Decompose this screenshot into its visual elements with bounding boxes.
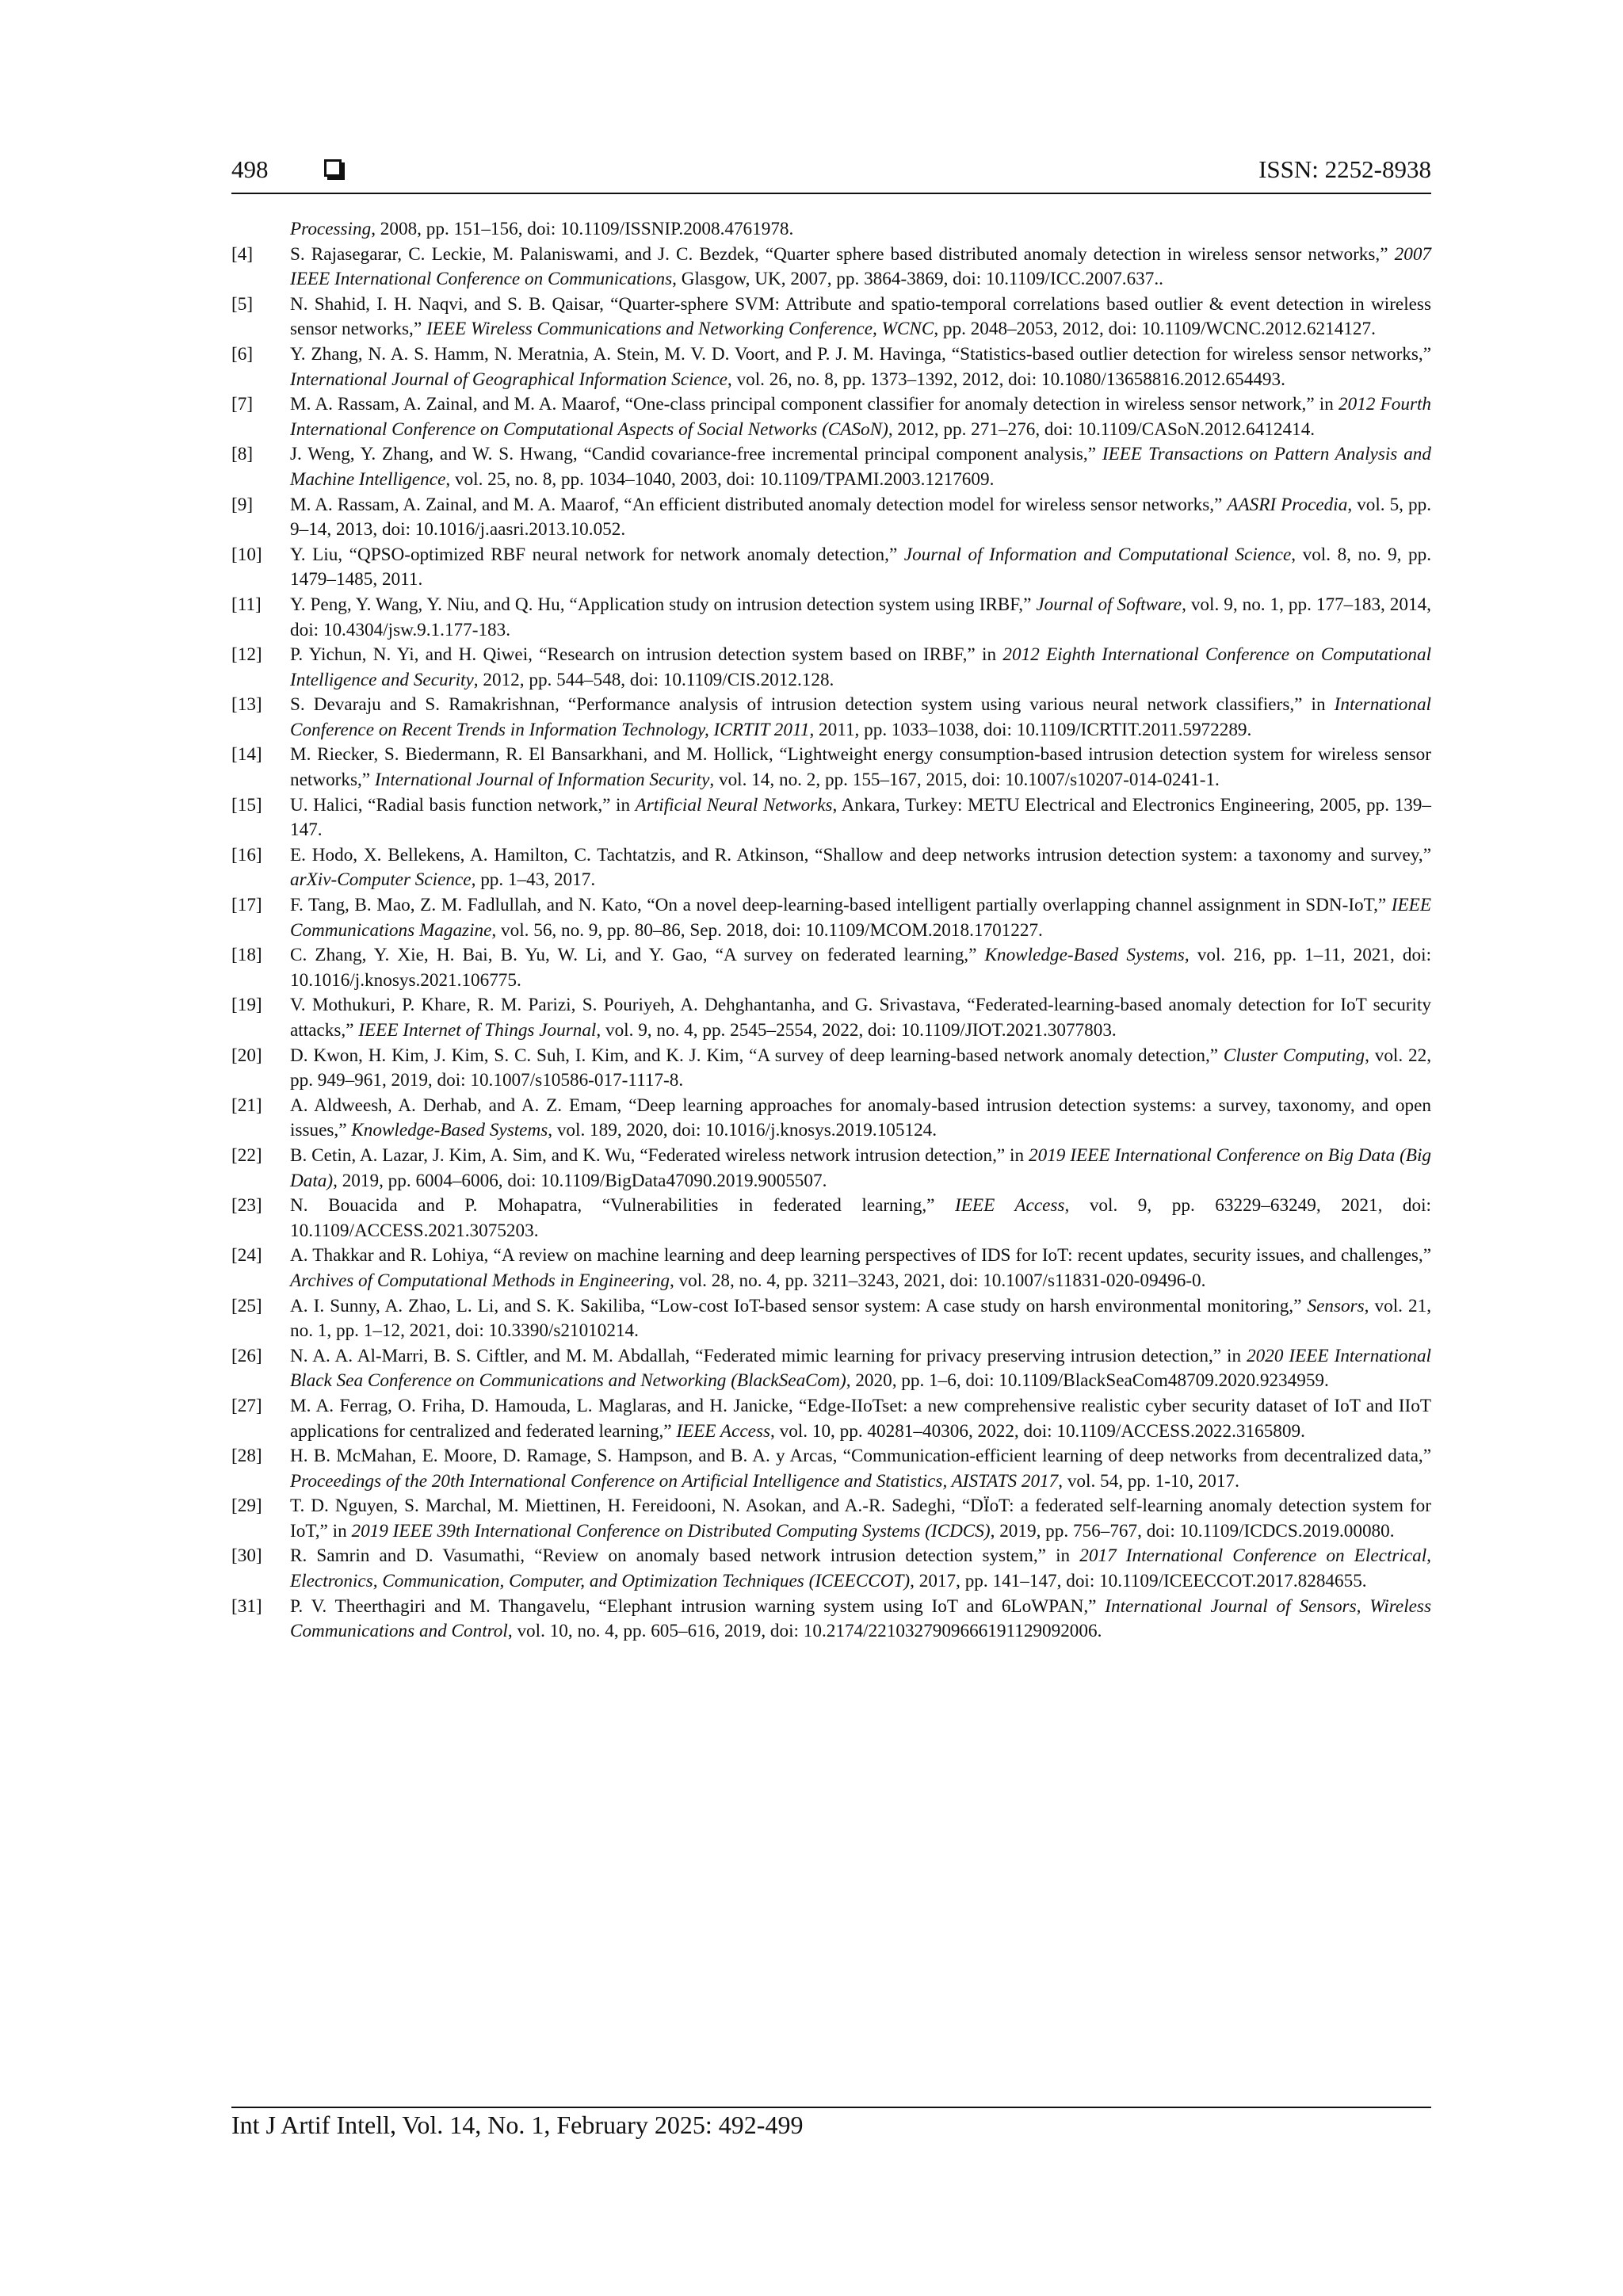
reference-entry	[231, 493, 1431, 543]
header-rule	[231, 193, 1431, 194]
reference-segment: V. Mothukuri, P. Khare, R. M. Parizi, S. Pouriyeh, A. Dehghantanha, and G. Srivastava, “Federated-learning-based anomaly detection for IoT security attacks,”	[290, 995, 1431, 1041]
reference-number: [8]	[231, 444, 254, 465]
reference-segment: , vol. 22, pp. 949–961, 2019, doi: 10.1007/s10586-017-1117-8.	[290, 1045, 1431, 1091]
reference-text	[290, 1245, 1431, 1291]
reference-venue: International Journal of Sensors, Wireless Communications and Control	[290, 1595, 1431, 1642]
reference-venue: Journal of Software	[1036, 594, 1182, 615]
reference-text	[290, 219, 793, 239]
reference-entry	[231, 342, 1431, 392]
reference-number: [9]	[231, 494, 254, 515]
reference-number: [17]	[231, 895, 262, 916]
reference-venue: Journal of Information and Computational Science	[903, 544, 1292, 565]
reference-entry	[231, 1044, 1431, 1094]
reference-segment: N. A. A. Al-Marri, B. S. Ciftler, and M. M. Abdallah, “Federated mimic learning for privacy preserving intrusion detection,” in	[290, 1345, 1247, 1366]
reference-entry	[231, 543, 1431, 593]
reference-entry	[231, 392, 1431, 442]
reference-venue: Knowledge-Based Systems	[351, 1120, 548, 1141]
reference-segment: , vol. 189, 2020, doi: 10.1016/j.knosys.2019.105124.	[548, 1120, 938, 1141]
reference-segment: , pp. 1–43, 2017.	[471, 869, 596, 891]
reference-venue: IEEE Access	[676, 1420, 771, 1442]
reference-segment: , vol. 10, pp. 40281–40306, 2022, doi: 10.1109/ACCESS.2022.3165809.	[770, 1420, 1305, 1442]
reference-entry	[231, 1595, 1431, 1645]
reference-entry	[231, 593, 1431, 643]
reference-segment: , vol. 9, no. 1, pp. 177–183, 2014, doi: 10.4304/jsw.9.1.177-183.	[290, 594, 1431, 640]
reference-venue: IEEE Transactions on Pattern Analysis and Machine Intelligence	[290, 444, 1431, 490]
reference-number: [27]	[231, 1395, 262, 1416]
reference-number: [30]	[231, 1545, 262, 1567]
reference-segment: M. Riecker, S. Biedermann, R. El Bansarkhani, and M. Hollick, “Lightweight energy consumption-based intrusion detection system for wireless sensor networks,”	[290, 744, 1431, 791]
footer-rule	[231, 2107, 1431, 2108]
reference-text	[290, 845, 1431, 891]
reference-entry	[231, 243, 1431, 292]
reference-number: [5]	[231, 293, 254, 315]
reference-segment: , vol. 54, pp. 1-10, 2017.	[1058, 1470, 1239, 1492]
reference-venue: arXiv-Computer Science	[290, 869, 472, 891]
reference-venue: 2019 IEEE 39th International Conference on Distributed Computing Systems (ICDCS)	[351, 1520, 991, 1541]
reference-number: [26]	[231, 1345, 262, 1366]
reference-number: [18]	[231, 945, 262, 966]
reference-venue: International Journal of Information Security	[374, 770, 710, 791]
reference-number: [20]	[231, 1045, 262, 1066]
reference-segment: , 2012, pp. 544–548, doi: 10.1109/CIS.2012.128.	[473, 669, 834, 690]
reference-segment: B. Cetin, A. Lazar, J. Kim, A. Sim, and K. Wu, “Federated wireless network intrusion detection,” in	[290, 1144, 1029, 1166]
reference-segment: S. Rajasegarar, C. Leckie, M. Palaniswami, and J. C. Bezdek, “Quarter sphere based distributed anomaly detection in wireless sensor networks,”	[290, 243, 1395, 265]
reference-entry	[231, 993, 1431, 1043]
reference-segment: H. B. McMahan, E. Moore, D. Ramage, S. Hampson, and B. A. y Arcas, “Communication-efficient learning of deep networks from decentralized data,”	[290, 1446, 1431, 1467]
reference-venue: IEEE Communications Magazine	[290, 895, 1431, 941]
reference-text	[290, 394, 1431, 440]
reference-venue: 2012 Fourth International Conference on Computational Aspects of Social Networks (CASoN)	[290, 394, 1432, 440]
reference-segment: A. I. Sunny, A. Zhao, L. Li, and S. K. Sakiliba, “Low-cost IoT-based sensor system: A case study on harsh environmental monitoring,”	[290, 1295, 1308, 1316]
reference-segment: M. A. Rassam, A. Zainal, and M. A. Maarof, “An efficient distributed anomaly detection model for wireless sensor networks,”	[290, 494, 1228, 515]
reference-text	[290, 495, 1431, 541]
reference-number: [29]	[231, 1496, 262, 1517]
reference-entry	[231, 1294, 1431, 1344]
reference-text	[290, 895, 1431, 941]
reference-segment: Y. Liu, “QPSO-optimized RBF neural network for network anomaly detection,”	[290, 544, 904, 565]
reference-text	[290, 1596, 1431, 1642]
reference-segment: , vol. 5, pp. 9–14, 2013, doi: 10.1016/j.aasri.2013.10.052.	[290, 494, 1431, 541]
reference-segment: , vol. 9, no. 4, pp. 2545–2554, 2022, doi: 10.1109/JIOT.2021.3077803.	[596, 1020, 1117, 1041]
reference-venue: Processing	[290, 219, 372, 239]
reference-segment: M. A. Ferrag, O. Friha, D. Hamouda, L. Maglaras, and H. Janicke, “Edge-IIoTset: a new comprehensive realistic cyber security dataset of IoT and IIoT applications for centralized and federated learning,”	[290, 1395, 1431, 1442]
reference-number: [7]	[231, 394, 254, 415]
reference-text	[290, 1496, 1431, 1541]
reference-segment: , vol. 21, no. 1, pp. 1–12, 2021, doi: 10.3390/s21010214.	[290, 1295, 1431, 1342]
reference-segment: P. Yichun, N. Yi, and H. Qiwei, “Research on intrusion detection system based on IRBF,” in	[290, 644, 1003, 666]
reference-number: [19]	[231, 995, 262, 1016]
reference-entry	[231, 1494, 1431, 1544]
reference-venue: IEEE Wireless Communications and Networking Conference, WCNC	[426, 319, 934, 340]
reference-text	[290, 1446, 1431, 1492]
reference-entry	[231, 793, 1431, 843]
reference-segment: Y. Peng, Y. Wang, Y. Niu, and Q. Hu, “Application study on intrusion detection system using IRBF,”	[290, 594, 1037, 615]
reference-text	[290, 1396, 1431, 1442]
reference-text	[290, 444, 1431, 490]
reference-entry	[231, 1344, 1431, 1394]
reference-segment: , 2012, pp. 271–276, doi: 10.1109/CASoN.2012.6412414.	[888, 418, 1316, 440]
reference-venue: International Conference on Recent Trends in Information Technology, ICRTIT 2011	[290, 694, 1431, 740]
reference-segment: E. Hodo, X. Bellekens, A. Hamilton, C. Tachtatzis, and R. Atkinson, “Shallow and deep networks intrusion detection system: a taxonomy and survey,”	[290, 844, 1431, 865]
reference-venue: IEEE Access	[955, 1195, 1065, 1217]
reference-venue: Artificial Neural Networks	[635, 794, 833, 816]
reference-segment: R. Samrin and D. Vasumathi, “Review on anomaly based network intrusion detection system,” in	[290, 1545, 1080, 1567]
reference-entry	[231, 1444, 1431, 1494]
square-box-icon	[324, 159, 342, 177]
reference-number: [24]	[231, 1245, 262, 1266]
reference-number: [25]	[231, 1295, 262, 1316]
reference-segment: , vol. 56, no. 9, pp. 80–86, Sep. 2018, doi: 10.1109/MCOM.2018.1701227.	[491, 919, 1043, 941]
reference-venue: Archives of Computational Methods in Engineering	[290, 1270, 670, 1291]
reference-text	[290, 1145, 1431, 1191]
reference-text	[290, 594, 1431, 640]
reference-number: [12]	[231, 644, 262, 666]
reference-segment: , vol. 10, no. 4, pp. 605–616, 2019, doi: 10.2174/2210327909666191129092006.	[507, 1621, 1102, 1642]
reference-text	[290, 1045, 1431, 1091]
reference-text	[290, 294, 1431, 340]
reference-entry	[231, 893, 1431, 943]
reference-segment: N. Shahid, I. H. Naqvi, and S. B. Qaisar, “Quarter-sphere SVM: Attribute and spatio-temporal correlations based outlier & event detection in wireless sensor networks,”	[290, 293, 1431, 340]
reference-venue: International Journal of Geographical Information Science	[290, 369, 727, 390]
reference-venue: AASRI Procedia	[1227, 494, 1348, 515]
reference-segment: D. Kwon, H. Kim, J. Kim, S. C. Suh, I. Kim, and K. J. Kim, “A survey of deep learning-based network anomaly detection,”	[290, 1045, 1224, 1066]
reference-venue: Sensors	[1307, 1295, 1365, 1316]
reference-segment: Y. Zhang, N. A. S. Hamm, N. Meratnia, A. Stein, M. V. D. Voort, and P. J. M. Havinga, “Statistics-based outlier detection for wireless sensor networks,”	[290, 343, 1431, 365]
reference-number: [13]	[231, 694, 262, 716]
reference-segment: N. Bouacida and P. Mohapatra, “Vulnerabilities in federated learning,”	[290, 1195, 956, 1217]
reference-number: [21]	[231, 1095, 262, 1116]
reference-text	[290, 694, 1431, 740]
reference-segment: , vol. 8, no. 9, pp. 1479–1485, 2011.	[290, 544, 1431, 590]
reference-entry	[231, 1094, 1431, 1144]
reference-venue: Cluster Computing	[1223, 1045, 1365, 1066]
reference-venue: 2012 Eighth International Conference on Computational Intelligence and Security	[290, 644, 1432, 690]
reference-segment: , vol. 28, no. 4, pp. 3211–3243, 2021, doi: 10.1007/s11831-020-09496-0.	[669, 1270, 1206, 1291]
reference-segment: C. Zhang, Y. Xie, H. Bai, B. Yu, W. Li, and Y. Gao, “A survey on federated learning,”	[290, 945, 985, 966]
reference-segment: P. V. Theerthagiri and M. Thangavelu, “Elephant intrusion warning system using IoT and 6LoWPAN,”	[290, 1595, 1106, 1617]
reference-venue: 2020 IEEE International Black Sea Conference on Communications and Networking (BlackSeaCom)	[290, 1345, 1431, 1392]
reference-text	[290, 744, 1431, 790]
reference-number: [23]	[231, 1195, 262, 1217]
reference-entry	[231, 1544, 1431, 1594]
reference-segment: S. Devaraju and S. Ramakrishnan, “Performance analysis of intrusion detection system using various neural network classifiers,” in	[290, 694, 1335, 716]
reference-entry	[231, 1394, 1431, 1444]
reference-number: [31]	[231, 1595, 262, 1617]
reference-venue: 2007 IEEE International Conference on Communications	[290, 243, 1431, 290]
reference-entry	[231, 643, 1431, 693]
issn-label: ISSN: 2252-8938	[1258, 155, 1431, 183]
reference-segment: A. Thakkar and R. Lohiya, “A review on machine learning and deep learning perspectives of IDS for IoT: recent updates, security issues, and challenges,”	[290, 1245, 1431, 1266]
page-number: 498	[231, 155, 269, 183]
reference-venue: Proceedings of the 20th International Conference on Artificial Intelligence and Statistics, AISTATS 2017	[290, 1470, 1059, 1492]
reference-list	[231, 217, 1431, 1645]
reference-entry	[231, 693, 1431, 743]
reference-segment: F. Tang, B. Mao, Z. M. Fadlullah, and N. Kato, “On a novel deep-learning-based intelligent partially overlapping channel assignment in SDN-IoT,”	[290, 895, 1392, 916]
reference-segment: , 2020, pp. 1–6, doi: 10.1109/BlackSeaCom48709.2020.9234959.	[846, 1370, 1329, 1392]
reference-venue: 2019 IEEE International Conference on Big Data (Big Data)	[290, 1144, 1431, 1191]
reference-text	[290, 644, 1431, 690]
reference-segment: , Ankara, Turkey: METU Electrical and Electronics Engineering, 2005, pp. 139–147.	[290, 794, 1431, 841]
reference-number: [16]	[231, 844, 262, 865]
reference-text	[290, 244, 1431, 290]
reference-text	[290, 1195, 1431, 1241]
reference-number: [15]	[231, 794, 262, 816]
reference-text	[290, 995, 1431, 1041]
reference-segment: , 2019, pp. 756–767, doi: 10.1109/ICDCS.2019.00080.	[990, 1520, 1395, 1541]
reference-text	[290, 544, 1431, 590]
footer-citation: Int J Artif Intell, Vol. 14, No. 1, February 2025: 492-499	[231, 2111, 804, 2139]
reference-number: [28]	[231, 1446, 262, 1467]
reference-text	[290, 795, 1431, 841]
reference-segment: J. Weng, Y. Zhang, and W. S. Hwang, “Candid covariance-free incremental principal component analysis,”	[290, 444, 1102, 465]
reference-entry	[231, 217, 1431, 243]
reference-entry	[231, 1144, 1431, 1194]
reference-segment: , 2011, pp. 1033–1038, doi: 10.1109/ICRTIT.2011.5972289.	[809, 719, 1252, 740]
reference-entry	[231, 743, 1431, 793]
reference-segment: A. Aldweesh, A. Derhab, and A. Z. Emam, “Deep learning approaches for anomaly-based intrusion detection systems: a survey, taxonomy, and open issues,”	[290, 1095, 1431, 1141]
reference-number: [6]	[231, 343, 254, 365]
reference-segment: , 2017, pp. 141–147, doi: 10.1109/ICEECCOT.2017.8284655.	[910, 1571, 1367, 1592]
reference-segment: , 2019, pp. 6004–6006, doi: 10.1109/BigData47090.2019.9005507.	[333, 1170, 827, 1191]
reference-text	[290, 1296, 1431, 1342]
reference-segment: U. Halici, “Radial basis function network,” in	[290, 794, 636, 816]
reference-segment: , vol. 216, pp. 1–11, 2021, doi: 10.1016/j.knosys.2021.106775.	[290, 945, 1432, 991]
reference-segment: M. A. Rassam, A. Zainal, and M. A. Maarof, “One-class principal component classifier for anomaly detection in wireless sensor network,” in	[290, 394, 1339, 415]
reference-number: [14]	[231, 744, 262, 766]
reference-number: [10]	[231, 544, 262, 565]
reference-entry	[231, 843, 1431, 893]
reference-number: [11]	[231, 594, 262, 615]
reference-text	[290, 945, 1431, 991]
reference-venue: IEEE Internet of Things Journal	[358, 1020, 597, 1041]
reference-entry	[231, 1244, 1431, 1293]
reference-text	[290, 1346, 1431, 1392]
reference-entry	[231, 292, 1431, 342]
reference-text	[290, 1095, 1431, 1141]
page-header	[231, 155, 1431, 195]
reference-text	[290, 344, 1431, 390]
reference-entry	[231, 1194, 1431, 1244]
reference-venue: Knowledge-Based Systems	[984, 945, 1185, 966]
reference-segment: , vol. 26, no. 8, pp. 1373–1392, 2012, doi: 10.1080/13658816.2012.654493.	[727, 369, 1285, 390]
reference-segment: , vol. 9, pp. 63229–63249, 2021, doi: 10.1109/ACCESS.2021.3075203.	[290, 1195, 1431, 1241]
reference-entry	[231, 442, 1431, 492]
reference-venue: 2017 International Conference on Electrical, Electronics, Communication, Computer, and Optimization Techniques (ICEECCOT)	[290, 1545, 1431, 1592]
reference-segment: , pp. 2048–2053, 2012, doi: 10.1109/WCNC.2012.6214127.	[934, 319, 1376, 340]
reference-entry	[231, 943, 1431, 993]
reference-segment: , vol. 25, no. 8, pp. 1034–1040, 2003, doi: 10.1109/TPAMI.2003.1217609.	[445, 468, 995, 490]
reference-number: [22]	[231, 1144, 262, 1166]
reference-text	[290, 1545, 1431, 1591]
reference-segment: , 2008, pp. 151–156, doi: 10.1109/ISSNIP.2008.4761978.	[371, 219, 794, 239]
reference-segment: T. D. Nguyen, S. Marchal, M. Miettinen, H. Fereidooni, N. Asokan, and A.-R. Sadeghi, “DÏoT: a federated self-learning anomaly detection system for IoT,” in	[290, 1496, 1431, 1541]
reference-segment: , vol. 14, no. 2, pp. 155–167, 2015, doi: 10.1007/s10207-014-0241-1.	[709, 770, 1220, 791]
reference-number: [4]	[231, 243, 254, 265]
reference-segment: , Glasgow, UK, 2007, pp. 3864-3869, doi: 10.1109/ICC.2007.637..	[672, 269, 1163, 290]
